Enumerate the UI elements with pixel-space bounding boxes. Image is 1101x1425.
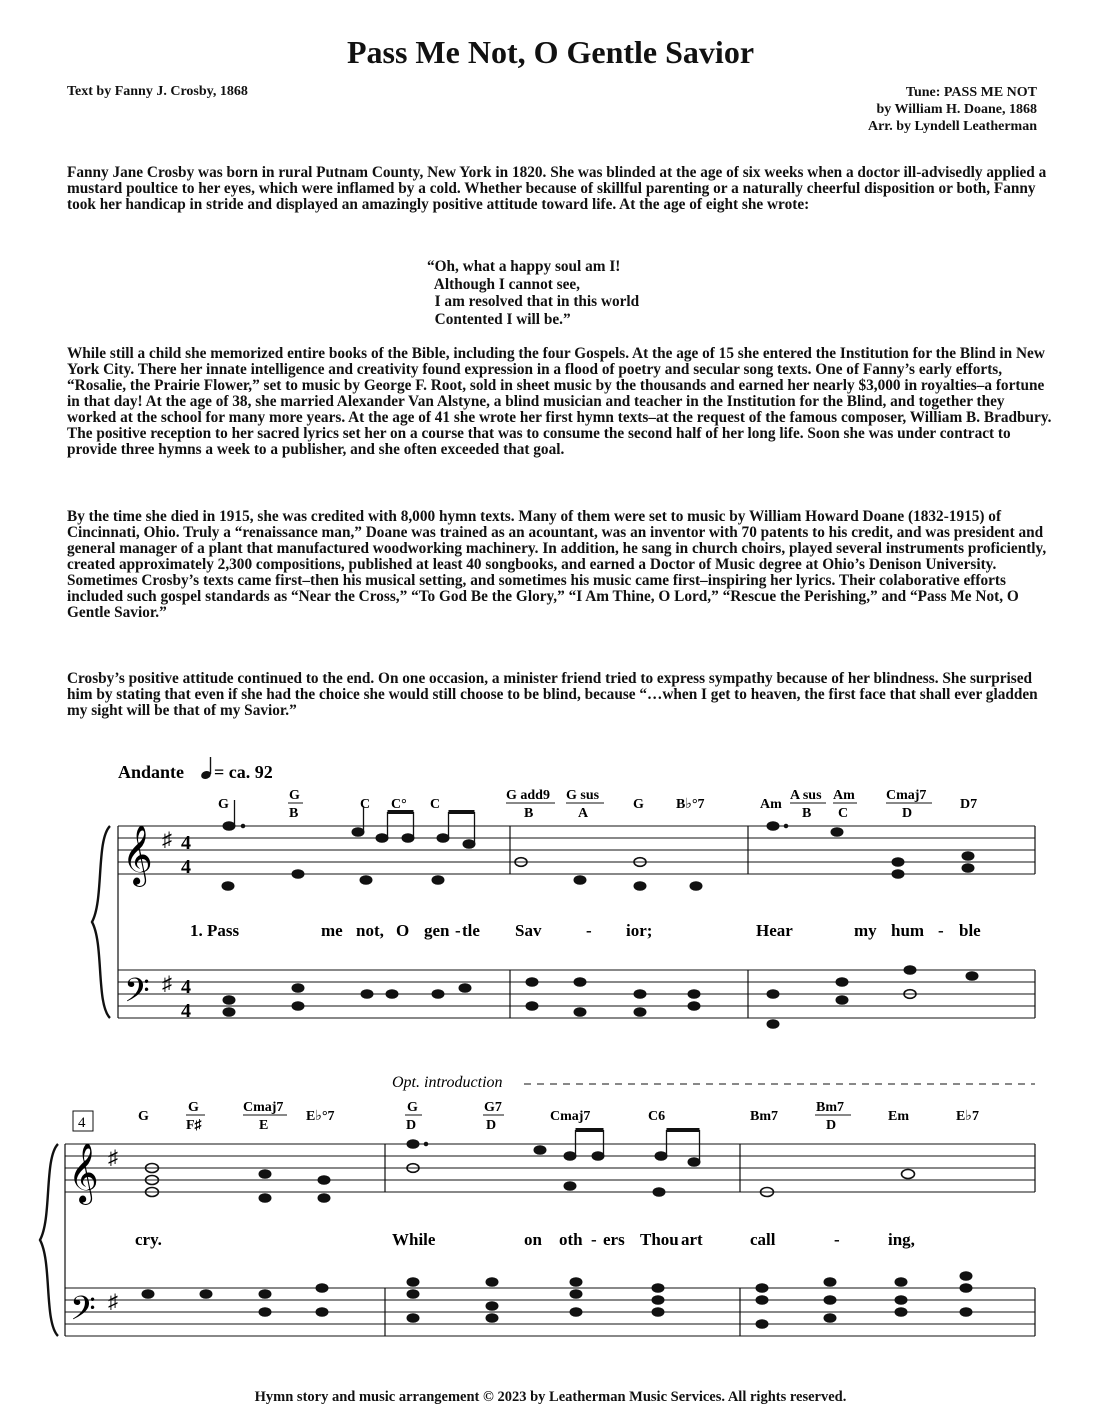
- chord-symbol: C: [360, 797, 371, 812]
- metronome-marking: = ca. 92: [214, 762, 273, 782]
- chord-bass: A: [578, 806, 589, 821]
- page-title: Pass Me Not, O Gentle Savior: [346, 34, 755, 70]
- poem-line-2: Although I cannot see,: [427, 275, 580, 293]
- bass-notes-1: [223, 966, 978, 1029]
- chord-symbol: Em: [888, 1109, 909, 1124]
- chord-symbol: E♭7: [956, 1109, 979, 1124]
- chord-symbol: G sus: [566, 788, 600, 803]
- tune-name: Tune: PASS ME NOT: [905, 85, 1037, 100]
- chord-symbol: C°: [391, 797, 407, 812]
- chord-symbol: G add9: [506, 788, 550, 803]
- chord-symbol: G7: [484, 1100, 502, 1115]
- chord-symbol: G: [218, 797, 229, 812]
- chord-symbol: Cmaj7: [886, 788, 927, 803]
- chord-symbol: D7: [960, 797, 978, 812]
- lyric-syllable: art: [681, 1230, 703, 1249]
- treble-notes-2: [146, 1130, 915, 1202]
- lyric-syllable: Thou: [640, 1230, 679, 1249]
- chord-bass: F♯: [186, 1118, 202, 1133]
- lyric-syllable: me: [321, 921, 343, 940]
- chord-symbol: C: [430, 797, 441, 812]
- chord-symbol: Cmaj7: [550, 1109, 591, 1124]
- treble-staff-2: [65, 1144, 1035, 1192]
- lyric-syllable: tle: [462, 921, 480, 940]
- text-credit: Text by Fanny J. Crosby, 1868: [67, 84, 248, 99]
- quarter-note-icon: [200, 757, 212, 780]
- chord-symbol: C6: [648, 1109, 666, 1124]
- poem-line-1: “Oh, what a happy soul am I!: [427, 258, 621, 275]
- lyric-syllable: Sav: [515, 921, 542, 940]
- chord-symbol: G: [188, 1100, 199, 1115]
- sharp-key-icon: ♯: [108, 1291, 118, 1313]
- poem-line-4: Contented I will be.”: [427, 310, 571, 328]
- treble-staff-1: [118, 826, 1035, 874]
- svg-text:4: 4: [181, 856, 191, 878]
- lyric-syllable: cry.: [135, 1230, 162, 1249]
- chord-symbol: Am: [760, 797, 782, 812]
- story-paragraph-1: Fanny Jane Crosby was born in rural Putnam County, New York in 1820. She was blinded at the age of six weeks when a doctor ill-advisedly applied a mustard poultice to her eyes, which were inflamed by a cold. Whether because of skillful parenting or a naturally cheerful disposition or both, Fanny took her handicap in stride and displayed an amazingly positive attitude toward life. At the age of eight she wrote:: [67, 164, 1047, 213]
- lyric-syllable: my: [854, 921, 877, 940]
- treble-clef-icon: 𝄞: [122, 827, 153, 884]
- lyric-syllable: -: [591, 1230, 597, 1249]
- brace-icon: [40, 1144, 58, 1336]
- chord-symbol: B♭°7: [676, 797, 705, 812]
- sharp-key-icon: ♯: [108, 1147, 118, 1169]
- lyric-syllable: ing,: [888, 1230, 915, 1249]
- lyric-syllable: oth: [559, 1230, 583, 1249]
- chord-symbol: G: [633, 797, 644, 812]
- sharp-key-icon: ♯: [162, 973, 172, 995]
- chord-symbol: E♭°7: [306, 1109, 335, 1124]
- lyric-syllable: ior;: [626, 921, 653, 940]
- lyric-syllable: -: [455, 921, 461, 940]
- lyric-syllable: -: [834, 1230, 840, 1249]
- chord-bass: B: [802, 806, 812, 821]
- bass-clef-icon: 𝄢: [124, 972, 150, 1017]
- lyric-syllable: -: [938, 921, 944, 940]
- story-paragraph-4: Crosby’s positive attitude continued to the end. On one occasion, a minister friend tried to express sympathy because of her blindness. She surprised him by stating that even if she had the choice she would still choose to be blind, because “…when I get to heaven, the first face that shall ever gladden my sight will be that of my Savior.”: [67, 670, 1038, 719]
- lyric-syllable: While: [392, 1230, 436, 1249]
- chord-bass: B: [289, 806, 299, 821]
- chord-bass: D: [902, 806, 913, 821]
- svg-text:4: 4: [181, 832, 191, 854]
- chord-symbol: Am: [833, 788, 855, 803]
- poem-line-3: I am resolved that in this world: [427, 293, 640, 310]
- chord-bass: D: [486, 1118, 497, 1133]
- svg-text:4: 4: [181, 1000, 191, 1022]
- lyric-syllable: call: [750, 1230, 776, 1249]
- lyric-syllable: on: [524, 1230, 542, 1249]
- sharp-key-icon: ♯: [162, 829, 172, 851]
- lyric-syllable: not,: [356, 921, 384, 940]
- chord-bass: E: [259, 1118, 269, 1133]
- opt-introduction-label: Opt. introduction: [392, 1074, 503, 1091]
- chord-symbol: A sus: [790, 788, 822, 803]
- tempo-marking: Andante: [118, 762, 185, 782]
- bass-clef-icon: 𝄢: [70, 1290, 96, 1335]
- chord-bass: D: [406, 1118, 417, 1133]
- chord-bass: C: [838, 806, 849, 821]
- treble-clef-icon: 𝄞: [68, 1145, 99, 1202]
- lyric-syllable: gen: [424, 921, 450, 940]
- chord-symbol: G: [138, 1109, 149, 1124]
- svg-text:4: 4: [181, 976, 191, 998]
- tune-composer: by William H. Doane, 1868: [876, 102, 1037, 117]
- lyric-syllable: Hear: [756, 921, 793, 940]
- chord-symbol: G: [407, 1100, 418, 1115]
- chord-bass: B: [524, 806, 534, 821]
- chord-symbol: Bm7: [750, 1109, 778, 1124]
- lyric-syllable: O: [396, 921, 410, 940]
- lyric-syllable: -: [586, 921, 592, 940]
- story-paragraph-2: While still a child she memorized entire books of the Bible, including the four Gospels. At the age of 15 she entered the Institution for the Blind in New York City. There her innate intelligence and creativity found expression in a flood of poetry and secular song texts. One of Fanny’s early efforts, “Rosalie, the Prairie Flower,” set to music by George F. Root, sold in sheet music by the thousands and earned her nearly $3,000 in royalties–a fortune in that day! At the age of 38, she married Alexander Van Alstyne, a blind musician and teacher in the Institution for the Blind, and together they worked at the school for many more years. At the age of 41 she wrote her first hymn texts–at the request of the famous composer, William B. Bradbury. The positive reception to her sacred lyrics set her on a course that was to consume the second half of her long life. Soon she was under contract to provide three hymns a week to a publisher, and she often exceeded that goal.: [67, 345, 1052, 458]
- copyright-footer: Hymn story and music arrangement © 2023 by Leatherman Music Services. All rights reserved.: [254, 1389, 847, 1405]
- measure-number: 4: [78, 1115, 86, 1131]
- chord-bass: D: [826, 1118, 837, 1133]
- chord-symbol: Bm7: [816, 1100, 844, 1115]
- lyric-syllable: hum: [891, 921, 925, 940]
- brace-icon: [92, 826, 110, 1018]
- arranger: Arr. by Lyndell Leatherman: [867, 119, 1037, 134]
- story-paragraph-3: By the time she died in 1915, she was credited with 8,000 hymn texts. Many of them were set to music by William Howard Doane (1832-1915) of Cincinnati, Ohio. Truly a “renaissance man,” Doane was trained as an acountant, was an inventor with 70 patents to his credit, and was president and general manager of a plant that manufactured woodworking machinery. In addition, he sang in church choirs, played several instruments proficiently, created approximately 2,300 compositions, published at least 40 songbooks, and earned a Doctor of Music degree at Ohio’s Denison University. Sometimes Crosby’s texts came first–then his musical setting, and sometimes his music came first–inspiring her lyrics. Their colaborative efforts included such gospel standards as “Near the Cross,” “To God Be the Glory,” “I Am Thine, O Lord,” “Rescue the Perishing,” and “Pass Me Not, O Gentle Savior.”: [67, 508, 1047, 621]
- treble-notes-1: [222, 800, 974, 890]
- lyric-syllable: ble: [959, 921, 981, 940]
- chord-symbol: G: [289, 788, 300, 803]
- lyric-syllable: 1. Pass: [190, 921, 240, 940]
- chord-symbol: Cmaj7: [243, 1100, 284, 1115]
- lyric-syllable: ers: [603, 1230, 625, 1249]
